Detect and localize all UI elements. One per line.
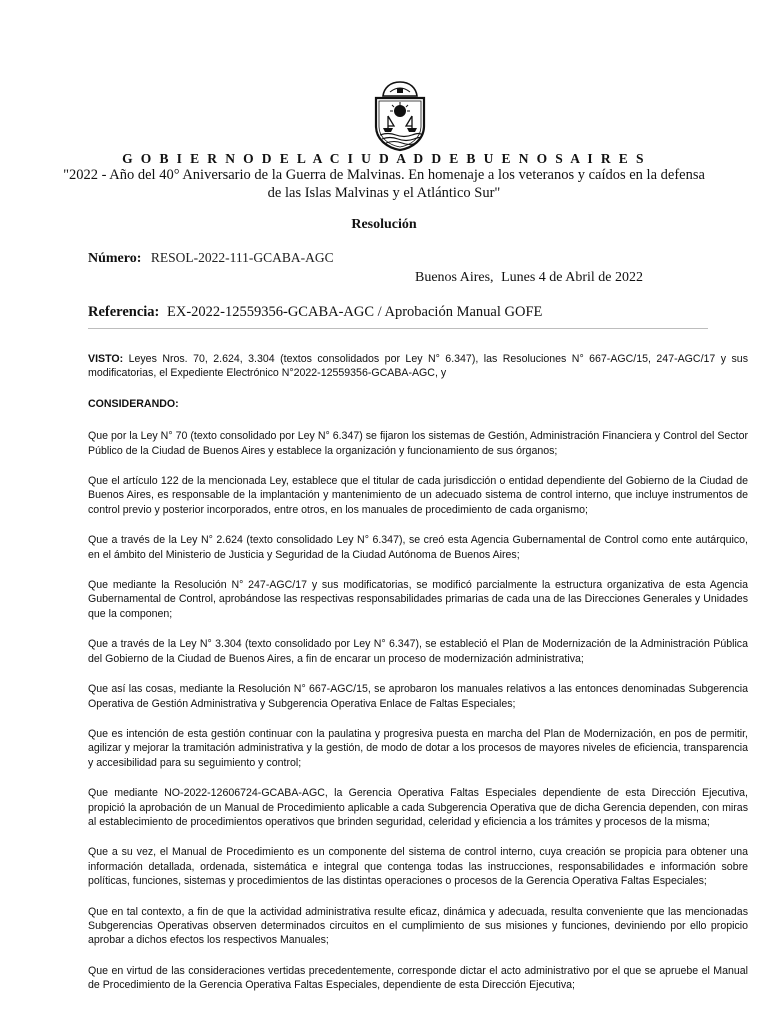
- considerando-paragraph: Que a través de la Ley N° 3.304 (texto consolidado por Ley N° 6.347), se estableció el Plan de Modernización de la Administración Pública del Gobierno de la Ciudad de Buenos Aires, a fin de encarar un proceso de modernización administrativa;: [88, 638, 748, 665]
- referencia-label: Referencia:: [88, 304, 160, 320]
- considerando-paragraph: Que es intención de esta gestión continuar con la paulatina y progresiva puesta en marcha del Plan de Modernización, en pos de permitir, agilizar y mejorar la tramitación administrativa y la gestión, de modo de dotar a los procesos de mayores niveles de eficiencia, transparencia y accesibilidad para su seguimiento y control;: [88, 727, 748, 769]
- considerando-paragraph: Que en tal contexto, a fin de que la actividad administrativa resulte eficaz, dinámica y adecuada, resulta conveniente que las mencionadas Subgerencias Operativas observen determinados circuitos en el cumplimiento de sus misiones y funciones, deviniendo por ello propicio aprobar a dichos efectos los respectivos Manuales;: [88, 905, 748, 947]
- reference: [88, 304, 542, 321]
- document-type-title: Resolución: [351, 217, 417, 232]
- resolution-number: [88, 250, 334, 267]
- considerando-paragraph: Que mediante la Resolución N° 247-AGC/17 y sus modificatorias, se modificó parcialmente la estructura organizativa de esta Agencia Gubernamental de Control, aprobándose las respectivas responsabilidades primarias de cada una de las Direcciones Generales y Unidades que la componen;: [88, 579, 748, 620]
- government-title: G O B I E R N O D E L A C I U D A D D E B U E N O S A I R E S: [122, 151, 646, 166]
- considerando-label: CONSIDERANDO:: [88, 397, 179, 410]
- city-seal-icon: [368, 80, 432, 152]
- visto-label: VISTO:: [88, 353, 124, 365]
- date: Lunes 4 de Abril de 2022: [501, 270, 643, 285]
- considerando-paragraph: Que mediante NO-2022-12606724-GCABA-AGC, la Gerencia Operativa Faltas Especiales dependiente de esta Dirección Ejecutiva, propició la aprobación de un Manual de Procedimiento aplicable a cada Subgerencia Operativa que de dicha Gerencia dependen, con miras al establecimiento de procedimientos operativos que brinden seguridad, celeridad y eficiencia a los trámites y procesos de la misma;: [88, 787, 748, 828]
- considerando-paragraph: Que por la Ley N° 70 (texto consolidado por Ley N° 6.347) se fijaron los sistemas de Gestión, Administración Financiera y Control del Sector Público de la Ciudad de Buenos Aires y establece la organización y funcionamiento de sus órganos;: [88, 430, 748, 457]
- visto-text: Leyes Nros. 70, 2.624, 3.304 (textos consolidados por Ley N° 6.347), las Resoluciones N° 667-AGC/15, 247-AGC/17 y sus modificatorias, el Expediente Electrónico N°2022-12559356-GCABA-AGC, y: [88, 353, 748, 380]
- numero-value: RESOL-2022-111-GCABA-AGC: [150, 250, 334, 265]
- referencia-value: EX-2022-12559356-GCABA-AGC / Aprobación Manual GOFE: [167, 304, 543, 320]
- place-and-date: [415, 270, 643, 286]
- considerando-paragraph: Que a través de la Ley N° 2.624 (texto consolidado Ley N° 6.347), se creó esta Agencia Gubernamental de Control como ente autárquico, en el ámbito del Ministerio de Justicia y Seguridad de la Ciudad Autónoma de Buenos Aires;: [88, 534, 748, 561]
- header-divider: [88, 328, 708, 329]
- visto-paragraph: [88, 352, 748, 381]
- anniversary-motto: "2022 - Año del 40° Aniversario de la Guerra de Malvinas. En homenaje a los veteranos y caídos en la defensa de las Islas Malvinas y el Atlántico Sur": [63, 167, 705, 201]
- document-body: [88, 352, 748, 1009]
- considerando-paragraph: Que así las cosas, mediante la Resolución N° 667-AGC/15, se aprobaron los manuales relativos a las entonces denominadas Subgerencia Operativa de Gestión Administrativa y Subgerencia Operativa Enlace de Faltas Especiales;: [88, 683, 748, 710]
- place: Buenos Aires,: [415, 270, 494, 285]
- considerando-paragraph: Que a su vez, el Manual de Procedimiento es un componente del sistema de control interno, cuya creación se propicia para obtener una información detallada, ordenada, sistemática e integral que contenga todas las instrucciones, responsabilidades e información sobre políticas, funciones, sistemas y procedimientos de las distintas operaciones o procesos de la Gerencia Operativa Faltas Especiales;: [88, 846, 748, 888]
- numero-label: Número:: [88, 251, 142, 266]
- considerando-paragraph: Que el artículo 122 de la mencionada Ley, establece que el titular de cada jurisdicción o entidad dependiente del Gobierno de la Ciudad de Buenos Aires, es responsable de la implantación y mantenimiento de un adecuado sistema de control interno, que incluye instrumentos de control previo y posterior incorporados, entre otros, en los manuales de procedimiento de cada organismo;: [88, 475, 748, 516]
- considerando-paragraph: Que en virtud de las consideraciones vertidas precedentemente, corresponde dictar el acto administrativo por el que se apruebe el Manual de Procedimiento de la Gerencia Operativa Faltas Especiales, dependiente de esta Dirección Ejecutiva;: [88, 964, 748, 992]
